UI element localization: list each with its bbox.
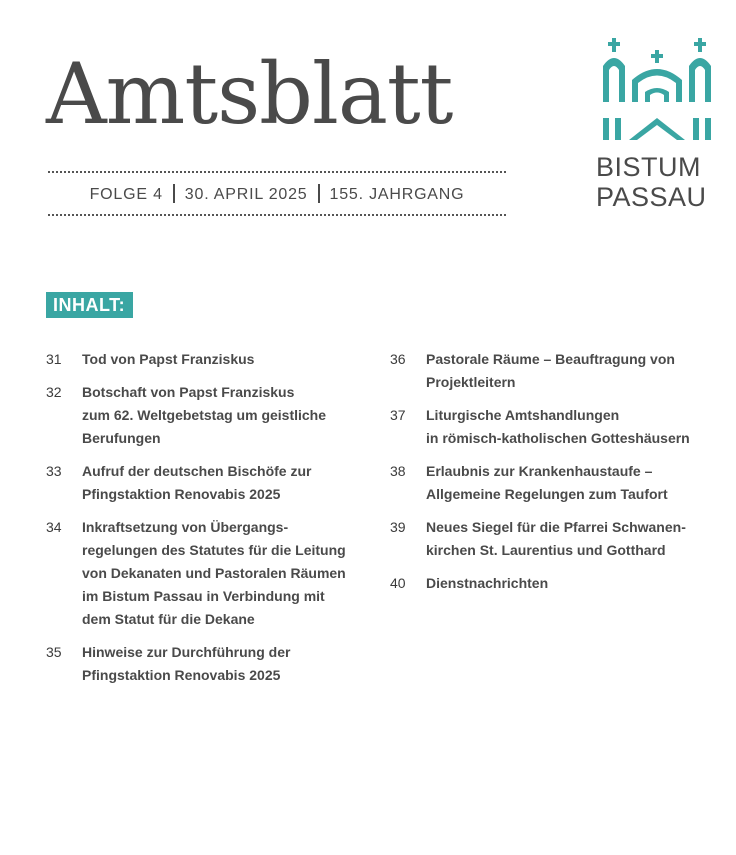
item-number: 33	[46, 463, 62, 479]
contents-item	[390, 516, 720, 562]
item-number: 36	[390, 351, 406, 367]
contents-item	[46, 348, 376, 371]
item-number: 37	[390, 407, 406, 423]
item-number: 38	[390, 463, 406, 479]
item-title: Dienstnachrichten	[426, 575, 549, 591]
dotted-rule-bottom	[48, 214, 506, 216]
dotted-rule-top	[48, 171, 506, 173]
logo-text-bistum: BISTUM	[596, 152, 702, 182]
item-title: Aufruf der deutschen Bischöfe zur Pfingstaktion Renovabis 2025	[82, 463, 312, 502]
contents-item	[46, 516, 376, 631]
issue-date: 30. APRIL 2025	[184, 186, 308, 203]
bistum-passau-logo	[596, 38, 716, 212]
item-title: Inkraftsetzung von Übergangs- regelungen des Statutes für die Leitung von Dekanaten und Pastoralen Räumen im Bistum Passau in Verbindung mit dem Statut für die Dekane	[82, 519, 346, 627]
separator	[173, 184, 175, 203]
item-title: Pastorale Räume – Beauftragung von Projektleitern	[426, 351, 675, 390]
issue-number: FOLGE 4	[89, 186, 163, 203]
contents-column-left	[46, 348, 376, 697]
item-title: Tod von Papst Franziskus	[82, 351, 255, 367]
item-title: Erlaubnis zur Krankenhaustaufe – Allgemeine Regelungen zum Taufort	[426, 463, 668, 502]
contents-item	[46, 381, 376, 450]
contents-item	[390, 348, 720, 394]
item-title: Liturgische Amtshandlungen in römisch-katholischen Gotteshäusern	[426, 407, 690, 446]
item-title: Hinweise zur Durchführung der Pfingstaktion Renovabis 2025	[82, 644, 291, 683]
item-number: 40	[390, 575, 406, 591]
item-number: 39	[390, 519, 406, 535]
item-number: 35	[46, 644, 62, 660]
contents-item	[390, 572, 720, 595]
cathedral-towers-icon	[599, 38, 715, 142]
contents-column-right	[390, 348, 720, 605]
logo-text-passau: PASSAU	[596, 182, 707, 212]
issue-line	[48, 184, 506, 204]
issue-volume: 155. JAHRGANG	[329, 186, 465, 203]
item-title: Botschaft von Papst Franziskus zum 62. Weltgebetstag um geistliche Berufungen	[82, 384, 327, 446]
contents-item	[390, 404, 720, 450]
contents-heading: INHALT:	[46, 292, 133, 318]
contents-item	[46, 641, 376, 687]
item-number: 34	[46, 519, 62, 535]
item-number: 32	[46, 384, 62, 400]
item-title: Neues Siegel für die Pfarrei Schwanen- kirchen St. Laurentius und Gotthard	[426, 519, 686, 558]
separator	[318, 184, 320, 203]
item-number: 31	[46, 351, 62, 367]
contents-item	[390, 460, 720, 506]
contents-item	[46, 460, 376, 506]
page-title: Amtsblatt	[46, 45, 453, 143]
